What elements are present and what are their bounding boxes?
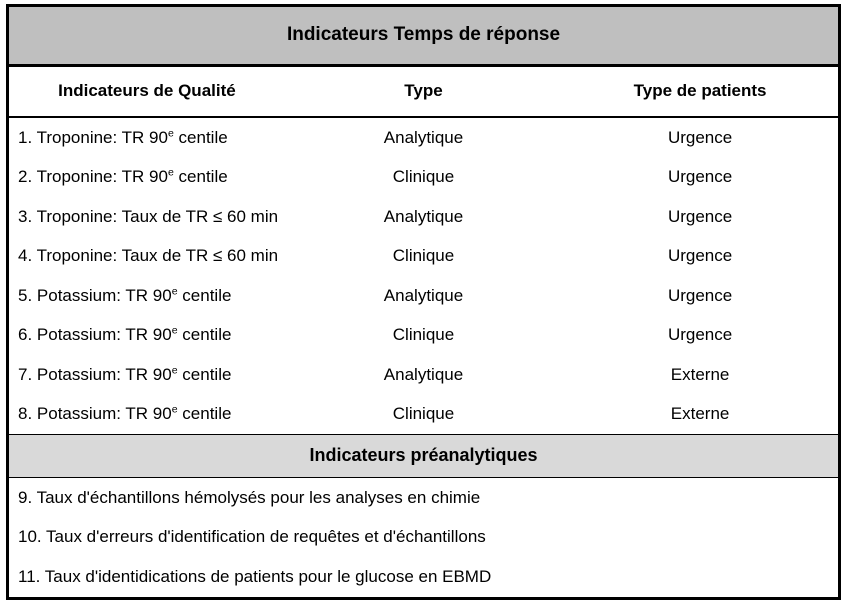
- indicator-cell: [8, 158, 285, 197]
- indicator-cell: [8, 197, 285, 236]
- patient-type-cell: Externe: [670, 404, 730, 424]
- patient-type-cell: Urgence: [667, 167, 733, 187]
- quality-indicators-table: [6, 4, 841, 600]
- patient-type-cell: Urgence: [667, 325, 733, 345]
- type-cell: Clinique: [392, 325, 455, 345]
- table-row: [8, 117, 840, 158]
- type-cell: Clinique: [392, 246, 455, 266]
- indicator-text-main: 4. Troponine: Taux de TR ≤ 60 min: [18, 246, 279, 266]
- preanalytic-indicator-cell: 11. Taux d'identidications de patients pour le glucose en EBMD: [18, 567, 492, 587]
- indicator-text-main: 8. Potassium: TR 90: [18, 404, 172, 424]
- indicator-text-tail: centile: [177, 285, 232, 305]
- indicator-cell: [8, 237, 285, 276]
- indicator-text-main: 7. Potassium: TR 90: [18, 364, 172, 384]
- indicator-text-main: 2. Troponine: TR 90: [18, 167, 168, 187]
- indicator-text-sup: e: [171, 363, 178, 376]
- patient-type-cell: Urgence: [667, 127, 733, 147]
- indicator-text-sup: e: [167, 166, 174, 179]
- table-row: [8, 158, 840, 197]
- table-title-row: [8, 6, 840, 66]
- indicator-text-sup: e: [171, 285, 178, 298]
- indicator-text-main: 3. Troponine: Taux de TR ≤ 60 min: [18, 206, 279, 226]
- table-row: [8, 197, 840, 236]
- indicator-cell: [8, 394, 285, 434]
- table-row: [8, 518, 840, 557]
- indicator-text-tail: centile: [177, 404, 232, 424]
- type-cell: Analytique: [383, 206, 464, 226]
- patient-type-cell: Urgence: [667, 285, 733, 305]
- patient-type-cell: Urgence: [667, 206, 733, 226]
- column-header-patient-type: Type de patients: [562, 66, 839, 117]
- indicator-text-main: 6. Potassium: TR 90: [18, 325, 172, 345]
- indicator-text-tail: centile: [173, 127, 228, 147]
- table-title: Indicateurs Temps de réponse: [8, 6, 840, 66]
- patient-type-cell: Urgence: [667, 246, 733, 266]
- preanalytic-indicator-cell: 10. Taux d'erreurs d'identification de requêtes et d'échantillons: [18, 527, 486, 547]
- indicator-text-sup: e: [171, 403, 178, 416]
- table-row: [8, 315, 840, 354]
- type-cell: Analytique: [383, 127, 464, 147]
- type-cell: Clinique: [392, 167, 455, 187]
- table-row: [8, 478, 840, 518]
- indicator-cell: [8, 315, 285, 354]
- table-row: [8, 394, 840, 434]
- table-row: [8, 237, 840, 276]
- indicator-cell: [8, 117, 285, 158]
- table-row: [8, 557, 840, 598]
- section-title: Indicateurs préanalytiques: [8, 434, 840, 477]
- patient-type-cell: Externe: [670, 364, 730, 384]
- column-header-type: Type: [285, 66, 562, 117]
- table-row: [8, 355, 840, 394]
- preanalytic-indicator-cell: 9. Taux d'échantillons hémolysés pour les analyses en chimie: [18, 487, 481, 507]
- type-cell: Analytique: [383, 364, 464, 384]
- type-cell: Analytique: [383, 285, 464, 305]
- section-header-preanalytic: [8, 434, 840, 477]
- indicator-cell: [8, 355, 285, 394]
- column-header-indicator: Indicateurs de Qualité: [8, 66, 285, 117]
- indicator-text-tail: centile: [177, 325, 232, 345]
- indicator-text-tail: centile: [173, 167, 228, 187]
- indicator-cell: [8, 276, 285, 315]
- indicator-text-main: 5. Potassium: TR 90: [18, 285, 172, 305]
- indicator-text-sup: e: [167, 127, 174, 140]
- indicator-text-main: 1. Troponine: TR 90: [18, 127, 168, 147]
- table-header-row: [8, 66, 840, 117]
- type-cell: Clinique: [392, 404, 455, 424]
- indicator-text-sup: e: [171, 324, 178, 337]
- table-row: [8, 276, 840, 315]
- indicator-text-tail: centile: [177, 364, 232, 384]
